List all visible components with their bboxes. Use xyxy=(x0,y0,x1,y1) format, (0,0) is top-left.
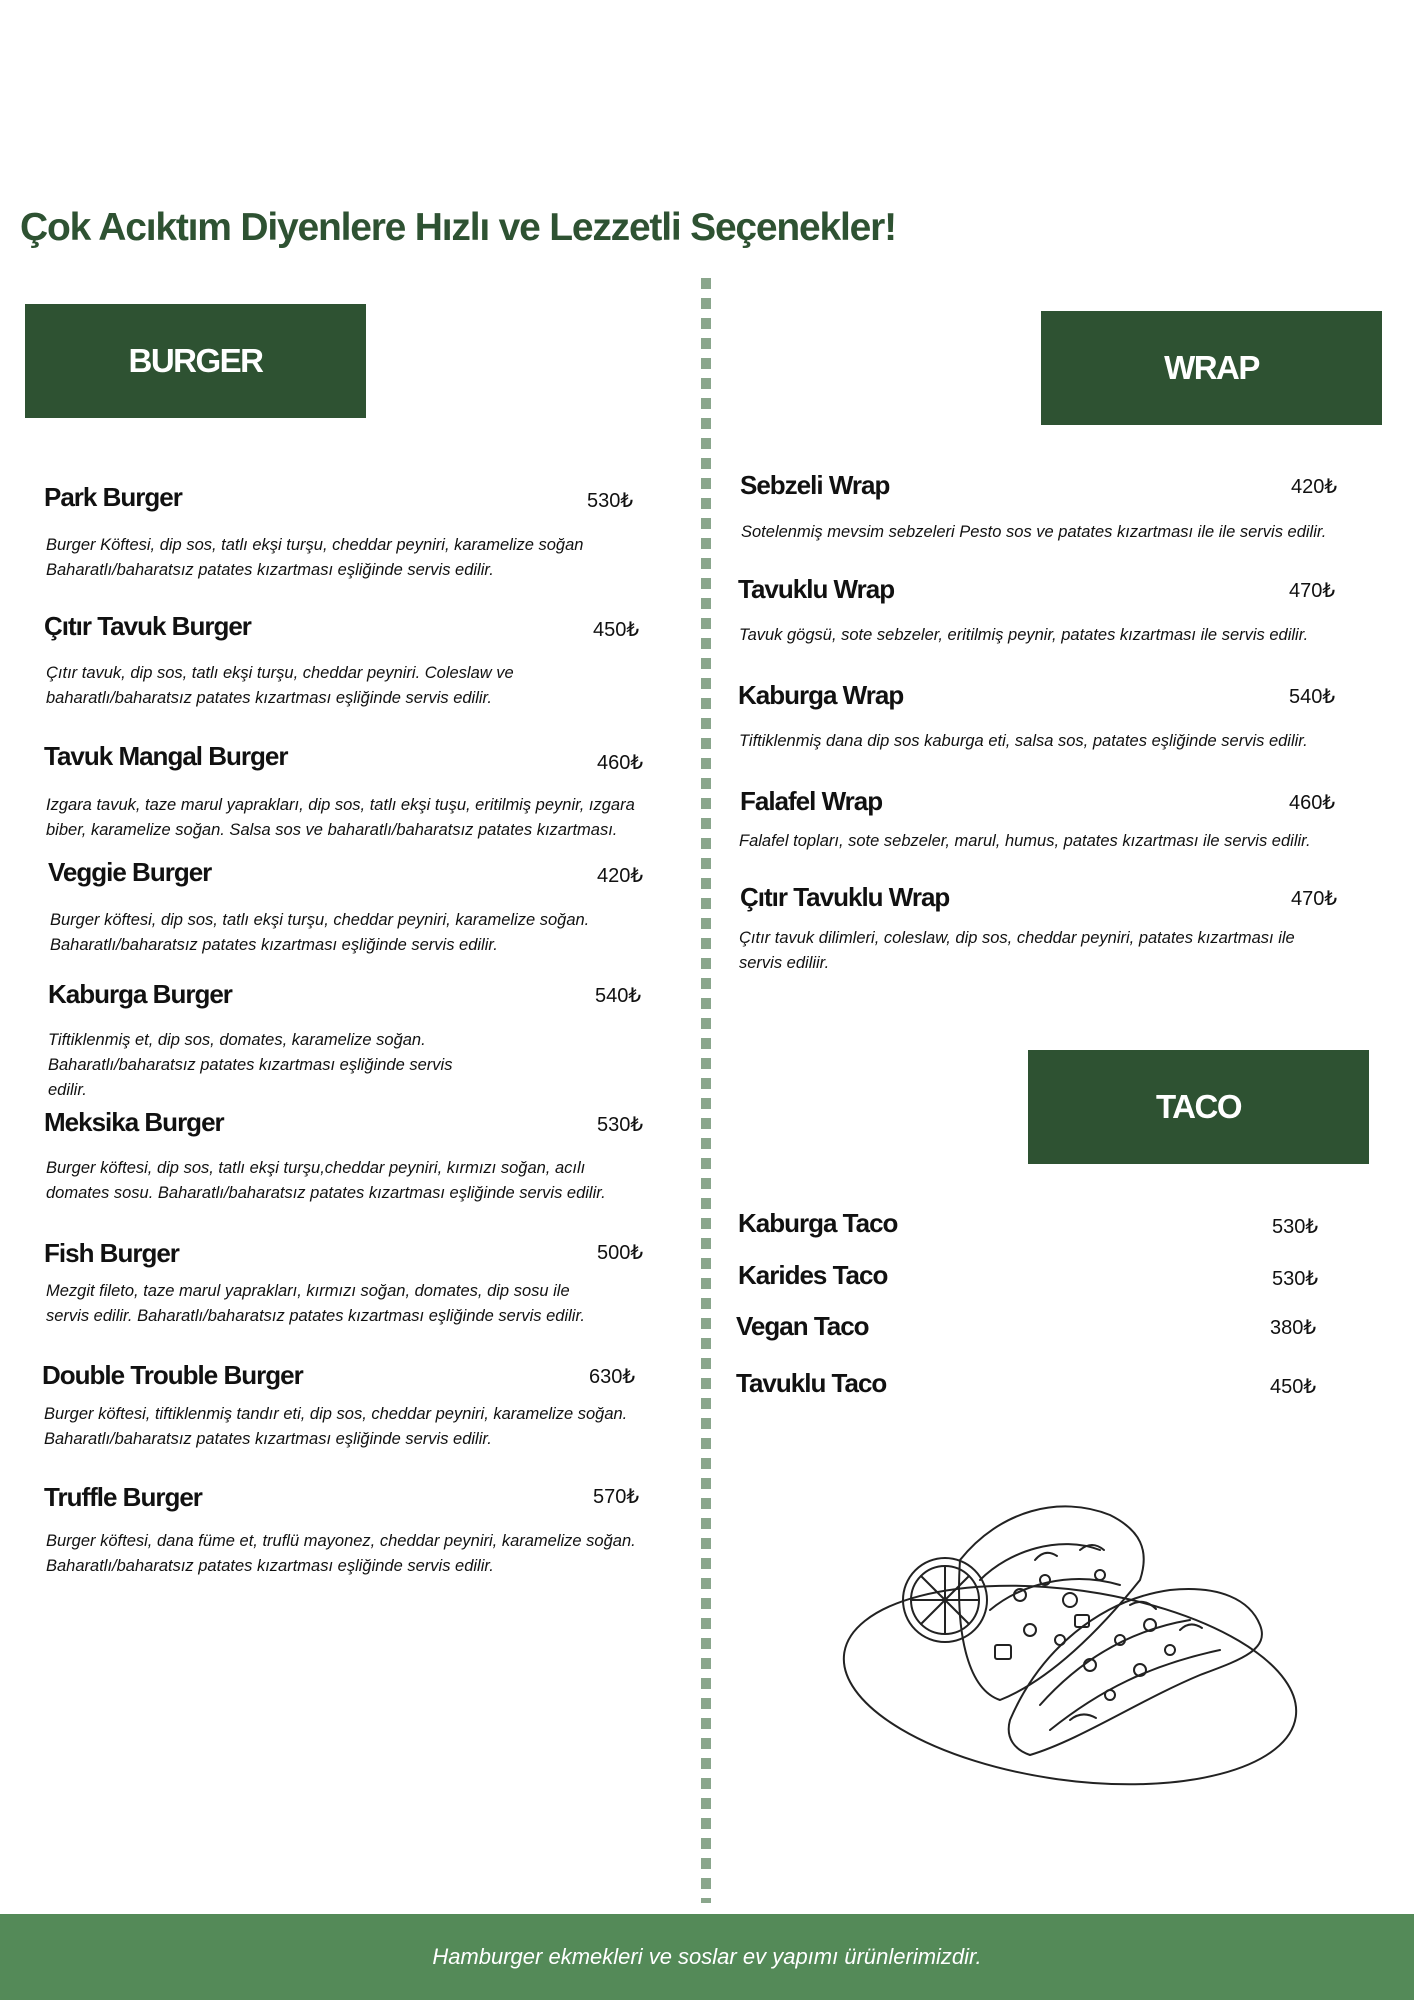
item-price: 530₺ xyxy=(1272,1268,1319,1290)
item-description: Tavuk gögsü, sote sebzeler, eritilmiş peynir, patates kızartması ile servis edilir. xyxy=(739,626,1309,644)
item-description: Tiftiklenmiş et, dip sos, domates, karamelize soğan. Baharatlı/baharatsız patates kızartması eşliğinde servis edilir. xyxy=(48,1031,453,1099)
item-description: Mezgit fileto, taze marul yaprakları, kırmızı soğan, domates, dip sosu ile servis edilir. Baharatlı/baharatsız patates kızartması eşliğinde servis edilir. xyxy=(46,1282,585,1325)
burger-section-header: BURGER xyxy=(25,304,366,418)
item-description: Falafel topları, sote sebzeler, marul, humus, patates kızartması ile servis edilir. xyxy=(739,832,1311,850)
item-name: Double Trouble Burger xyxy=(42,1360,303,1390)
item-price: 500₺ xyxy=(597,1242,644,1264)
wrap-section-header: WRAP xyxy=(1041,311,1382,425)
item-name: Çıtır Tavuk Burger xyxy=(44,611,251,641)
item-name: Park Burger xyxy=(44,482,182,512)
item-name: Kaburga Burger xyxy=(48,979,232,1009)
item-description: Burger köftesi, tiftiklenmiş tandır eti, dip sos, cheddar peyniri, karamelize soğan. Baharatlı/baharatsız patates kızartması eşliğinde servis edilir. xyxy=(44,1405,628,1448)
item-price: 540₺ xyxy=(1289,686,1336,708)
item-name: Tavuk Mangal Burger xyxy=(44,741,288,771)
item-name: Veggie Burger xyxy=(48,857,212,887)
item-price: 470₺ xyxy=(1291,888,1338,910)
item-name: Kaburga Taco xyxy=(738,1208,898,1238)
page-title: Çok Acıktım Diyenlere Hızlı ve Lezzetli Seçenekler! xyxy=(20,206,896,249)
item-description: Tiftiklenmiş dana dip sos kaburga eti, salsa sos, patates eşliğinde servis edilir. xyxy=(739,732,1308,750)
item-price: 530₺ xyxy=(587,490,634,512)
item-name: Fish Burger xyxy=(44,1238,179,1268)
item-description: Burger köftesi, dip sos, tatlı ekşi turşu, cheddar peyniri, karamelize soğan. Baharatlı/baharatsız patates kızartması eşliğinde servis edilir. xyxy=(50,911,590,954)
item-price: 570₺ xyxy=(593,1486,640,1508)
item-name: Karides Taco xyxy=(738,1260,888,1290)
item-description: Burger Köftesi, dip sos, tatlı ekşi turşu, cheddar peyniri, karamelize soğan Baharatlı/baharatsız patates kızartması eşliğinde servis edilir. xyxy=(46,536,584,579)
column-divider xyxy=(701,278,711,1903)
item-name: Kaburga Wrap xyxy=(738,680,904,710)
item-price: 450₺ xyxy=(1270,1376,1317,1398)
item-price: 630₺ xyxy=(589,1366,636,1388)
item-price: 460₺ xyxy=(597,752,644,774)
taco-plate-illustration-icon xyxy=(840,1490,1310,1790)
item-description: Çıtır tavuk dilimleri, coleslaw, dip sos, cheddar peyniri, patates kızartması ile servis ediliir. xyxy=(739,929,1295,972)
item-name: Falafel Wrap xyxy=(740,786,883,816)
item-description: Sotelenmiş mevsim sebzeleri Pesto sos ve patates kızartması ile ile servis edilir. xyxy=(741,523,1327,541)
footer-note: Hamburger ekmekleri ve soslar ev yapımı ürünlerimizdir. xyxy=(0,1914,1414,2000)
item-price: 420₺ xyxy=(1291,476,1338,498)
item-price: 380₺ xyxy=(1270,1317,1317,1339)
item-price: 470₺ xyxy=(1289,580,1336,602)
item-price: 420₺ xyxy=(597,865,644,887)
taco-section-header: TACO xyxy=(1028,1050,1369,1164)
item-price: 450₺ xyxy=(593,619,640,641)
item-price: 460₺ xyxy=(1289,792,1336,814)
item-name: Meksika Burger xyxy=(44,1107,224,1137)
item-name: Vegan Taco xyxy=(736,1311,869,1341)
item-name: Çıtır Tavuklu Wrap xyxy=(740,882,950,912)
item-description: Izgara tavuk, taze marul yaprakları, dip sos, tatlı ekşi tuşu, eritilmiş peynir, ızgara biber, karamelize soğan. Salsa sos ve baharatlı/baharatsız patates kızartması. xyxy=(46,796,635,839)
item-price: 530₺ xyxy=(597,1114,644,1136)
item-name: Tavuklu Wrap xyxy=(738,574,895,604)
item-price: 540₺ xyxy=(595,985,642,1007)
item-description: Burger köftesi, dip sos, tatlı ekşi turşu,cheddar peyniri, kırmızı soğan, acılı domates sosu. Baharatlı/baharatsız patates kızartması eşliğinde servis edilir. xyxy=(46,1159,606,1202)
item-name: Tavuklu Taco xyxy=(736,1368,887,1398)
item-name: Truffle Burger xyxy=(44,1482,202,1512)
item-description: Çıtır tavuk, dip sos, tatlı ekşi turşu, cheddar peyniri. Coleslaw ve baharatlı/baharatsız patates kızartması eşliğinde servis edilir. xyxy=(46,664,514,707)
item-price: 530₺ xyxy=(1272,1216,1319,1238)
item-description: Burger köftesi, dana füme et, truflü mayonez, cheddar peyniri, karamelize soğan. Baharatlı/baharatsız patates kızartması eşliğinde servis edilir. xyxy=(46,1532,636,1575)
item-name: Sebzeli Wrap xyxy=(740,470,890,500)
